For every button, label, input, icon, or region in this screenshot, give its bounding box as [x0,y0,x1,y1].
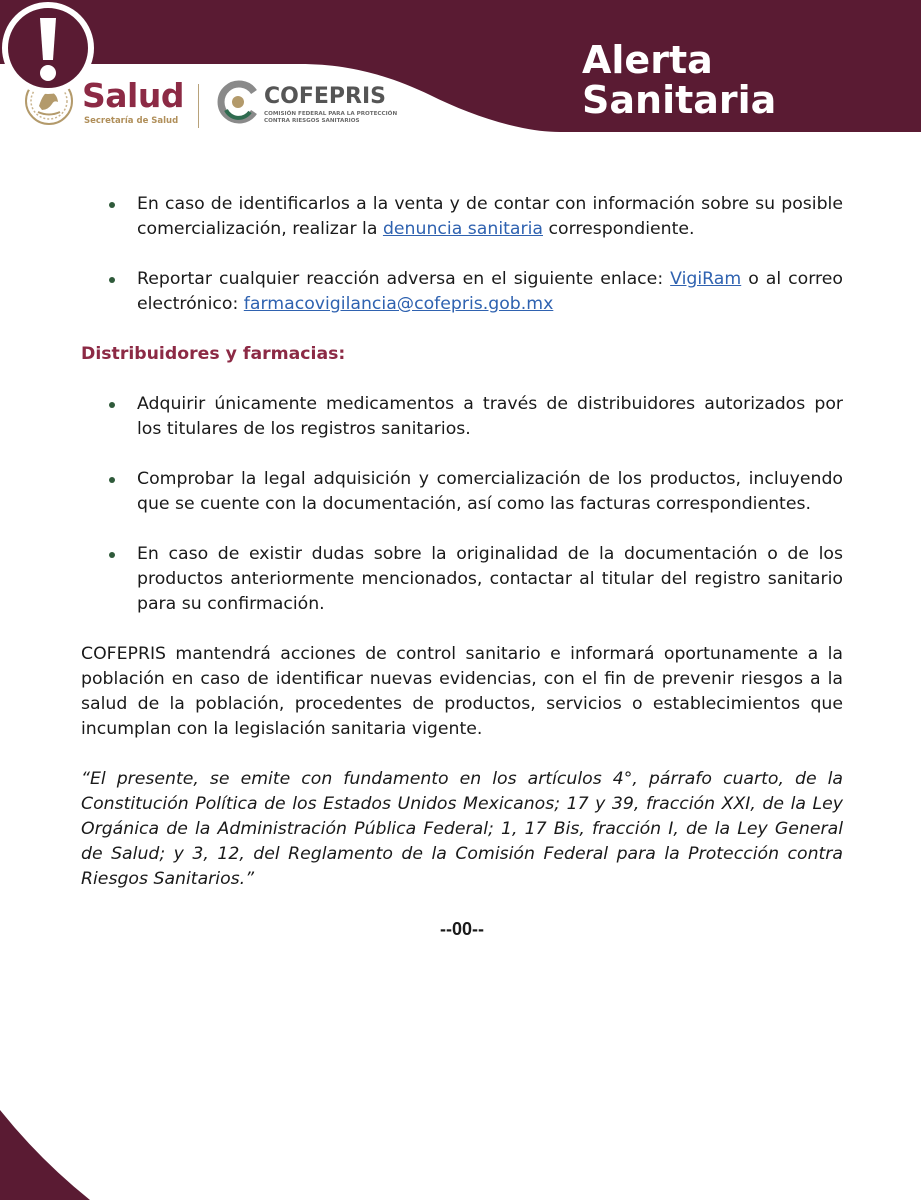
public-recommendations-list [81,192,843,317]
salud-wordmark: Salud [82,76,184,115]
vigiram-link[interactable]: VigiRam [670,269,742,289]
alert-title-line2: Sanitaria [582,78,777,122]
salud-subtitle: Secretaría de Salud [84,116,179,126]
cofepris-subtitle: COMISIÓN FEDERAL PARA LA PROTECCIÓN CONTRA RIESGOS SANITARIOS [264,111,398,124]
document-body [81,192,843,942]
list-item: Comprobar la legal adquisición y comercialización de los productos, incluyendo que se cuente con la documentación, así como las facturas correspondientes. [81,467,843,517]
cofepris-emblem-icon [216,80,260,124]
logo-divider [198,84,199,128]
list-item-text: Reportar cualquier reacción adversa en el siguiente enlace: [137,269,671,289]
list-item-text: o al correo electrónico: [137,269,843,314]
email-link[interactable]: farmacovigilancia@cofepris.gob.mx [243,294,554,314]
distributors-list [81,392,843,617]
alert-title-line1: Alerta [582,38,713,82]
end-mark: --00-- [440,919,484,939]
legal-basis-quote: “El presente, se emite con fundamento en los artículos 4°, párrafo cuarto, de la Constitución Política de los Estados Unidos Mexicanos; 17 y 39, fracción XXI, de la Ley Orgánica de la Administración Pública Federal; 1, 17 Bis, fracción I, de la Ley General de Salud; y 3, 12, del Reglamento de la Comisión Federal para la Protección contra Riesgos Sanitarios.” [81,769,843,889]
closing-paragraph: COFEPRIS mantendrá acciones de control sanitario e informará oportunamente a la población en caso de identificar nuevas evidencias, con el fin de prevenir riesgos a la salud de la población, procedentes de productos, servicios o establecimientos que incumplan con la legislación sanitaria vigente. [81,644,843,739]
list-item: Adquirir únicamente medicamentos a través de distribuidores autorizados por los titulares de los registros sanitarios. [81,392,843,442]
list-item-text: En caso de identificarlos a la venta y de contar con información sobre su posible comercialización, realizar la [137,194,843,239]
list-item [81,192,843,242]
list-item [81,267,843,317]
header-banner [0,0,921,135]
denuncia-sanitaria-link[interactable]: denuncia sanitaria [382,219,543,239]
list-item-text: correspondiente. [543,219,695,239]
cofepris-logo [216,80,416,130]
alert-title [582,40,776,120]
section-heading: Distribuidores y farmacias: [81,344,346,364]
list-item: En caso de existir dudas sobre la originalidad de la documentación o de los productos anteriormente mencionados, contactar al titular del registro sanitario para su confirmación. [81,542,843,617]
cofepris-wordmark: COFEPRIS [264,84,386,109]
corner-decoration [0,1110,90,1200]
exclamation-circle-icon [0,0,96,96]
